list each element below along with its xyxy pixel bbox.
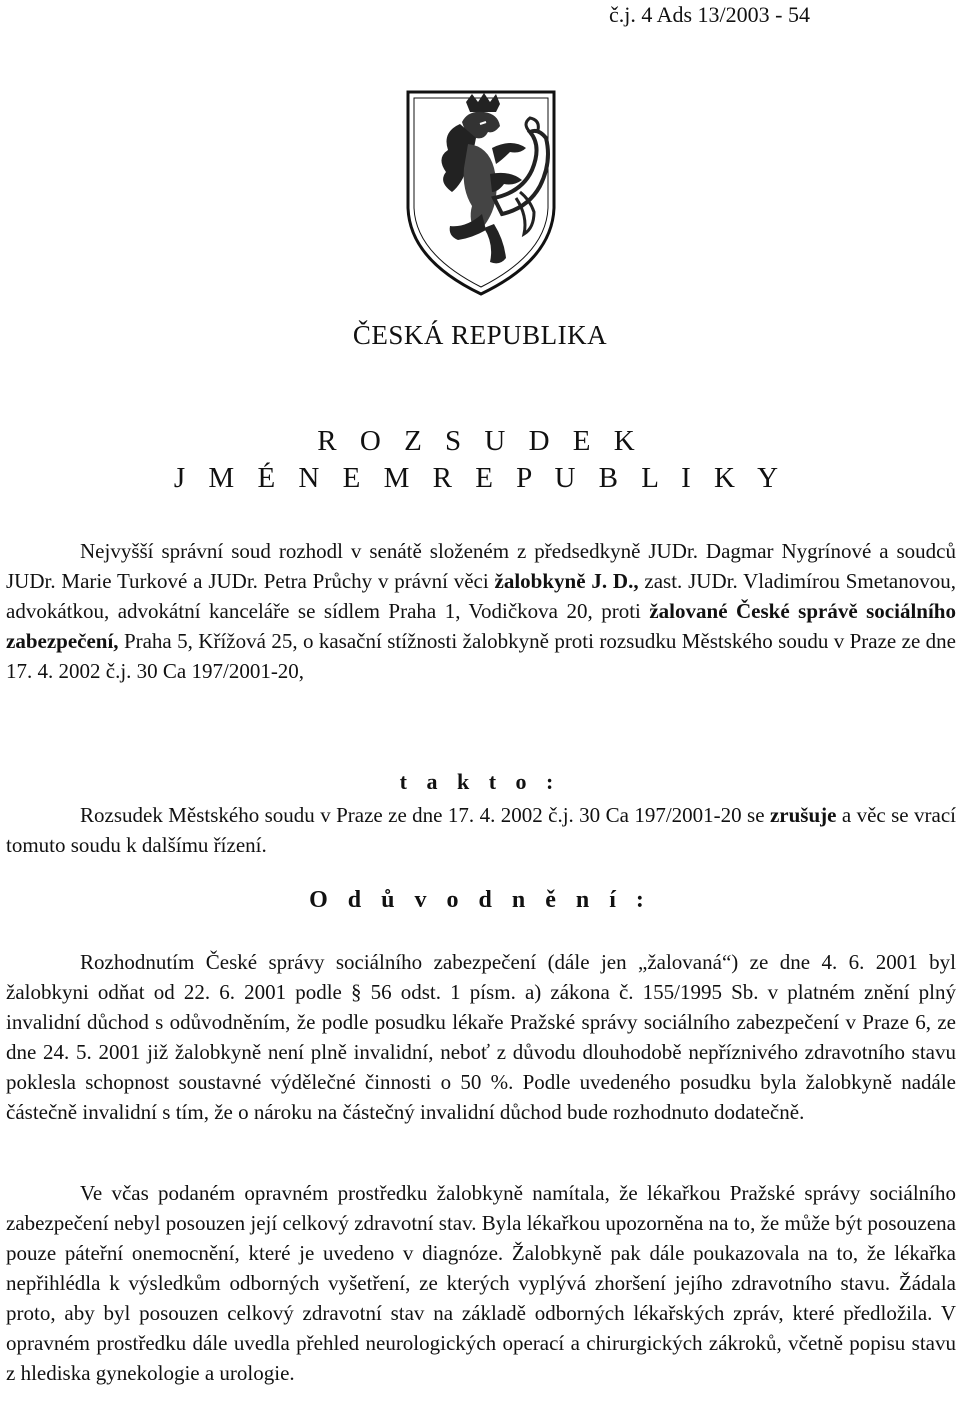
reasoning-heading: O d ů v o d n ě n í : [309, 887, 651, 913]
intro-text-2: zast. JUDr. Vladimírou Smetanovou, advokátkou, advokátní kanceláře se sídlem Praha 1, Vodičkova 20, proti [6, 569, 956, 623]
reasoning-paragraph-2: Ve včas podaném opravném prostředku žalobkyně namítala, že lékařkou Pražské správy sociálního zabezpečení nebyl posouzen její celkový zdravotní stav. Byla lékařkou upozorněna na to, že může být posouzena pouze páteřní onemocnění, které je uvedeno v diagnóze. Žalobkyně pak dále poukazovala na to, že lékařka nepřihlédla k výsledkům odborných vyšetření, ze kterých vyplývá zhoršení jejího zdravotního stavu. Žádala proto, aby byl posouzen celkový zdravotní stav na základě odborných lékařských zpráv, které předložila. V opravném prostředku dále uvedla přehled neurologických operací a chirurgických zákroků, včetně popisu stavu z hlediska gynekologie a urologie. [6, 1181, 956, 1385]
judgment-subtitle: J M É N E M R E P U B L I K Y [173, 462, 787, 494]
judgment-title: R O Z S U D E K [317, 425, 643, 457]
czech-lion-coat-of-arms-icon [402, 88, 560, 298]
reasoning-paragraph-1: Rozhodnutím České správy sociálního zabezpečení (dále jen „žalovaná“) ze dne 4. 6. 2001 byl žalobkyni odňat od 22. 6. 2001 podle § 56 odst. 1 písm. a) zákona č. 155/1995 Sb. v platném znění plný invalidní důchod s odůvodněním, že podle posudku lékaře Pražské správy sociálního zabezpečení v Praze 6, ze dne 24. 5. 2001 již žalobkyně není plně invalidní, neboť z důvodu dlouhodobě nepříznivého zdravotního stavu poklesla schopnost soustavné výdělečné činnosti o 50 %. Podle uvedeného posudku byla žalobkyně nadále částečně invalidní s tím, že o nároku na částečný invalidní důchod bude rozhodnuto dodatečně. [6, 950, 956, 1124]
document-number: č.j. 4 Ads 13/2003 - 54 [608, 2, 810, 27]
defendant-name: žalované České správě sociálního zabezpečení, [6, 599, 956, 653]
takto-heading: t a k t o : [399, 769, 561, 794]
intro-text-1: Nejvyšší správní soud rozhodl v senátě složeném z předsedkyně JUDr. Dagmar Nygrínové a soudců JUDr. Marie Turkové a JUDr. Petra Průchy v právní věci [6, 539, 956, 593]
intro-paragraph [6, 536, 956, 686]
verdict-text-1: Rozsudek Městského soudu v Praze ze dne 17. 4. 2002 č.j. 30 Ca 197/2001-20 se [80, 803, 770, 827]
verdict-paragraph [6, 800, 956, 860]
plaintiff-name: žalobkyně J. D., [494, 569, 639, 593]
verdict-keyword: zrušuje [769, 803, 837, 827]
intro-text-3: Praha 5, Křížová 25, o kasační stížnosti žalobkyně proti rozsudku Městského soudu v Praze ze dne 17. 4. 2002 č.j. 30 Ca 197/2001-20, [6, 629, 956, 683]
country-name: ČESKÁ REPUBLIKA [352, 320, 608, 350]
verdict-text-2: a věc se vrací tomuto soudu k dalšímu řízení. [6, 803, 956, 857]
